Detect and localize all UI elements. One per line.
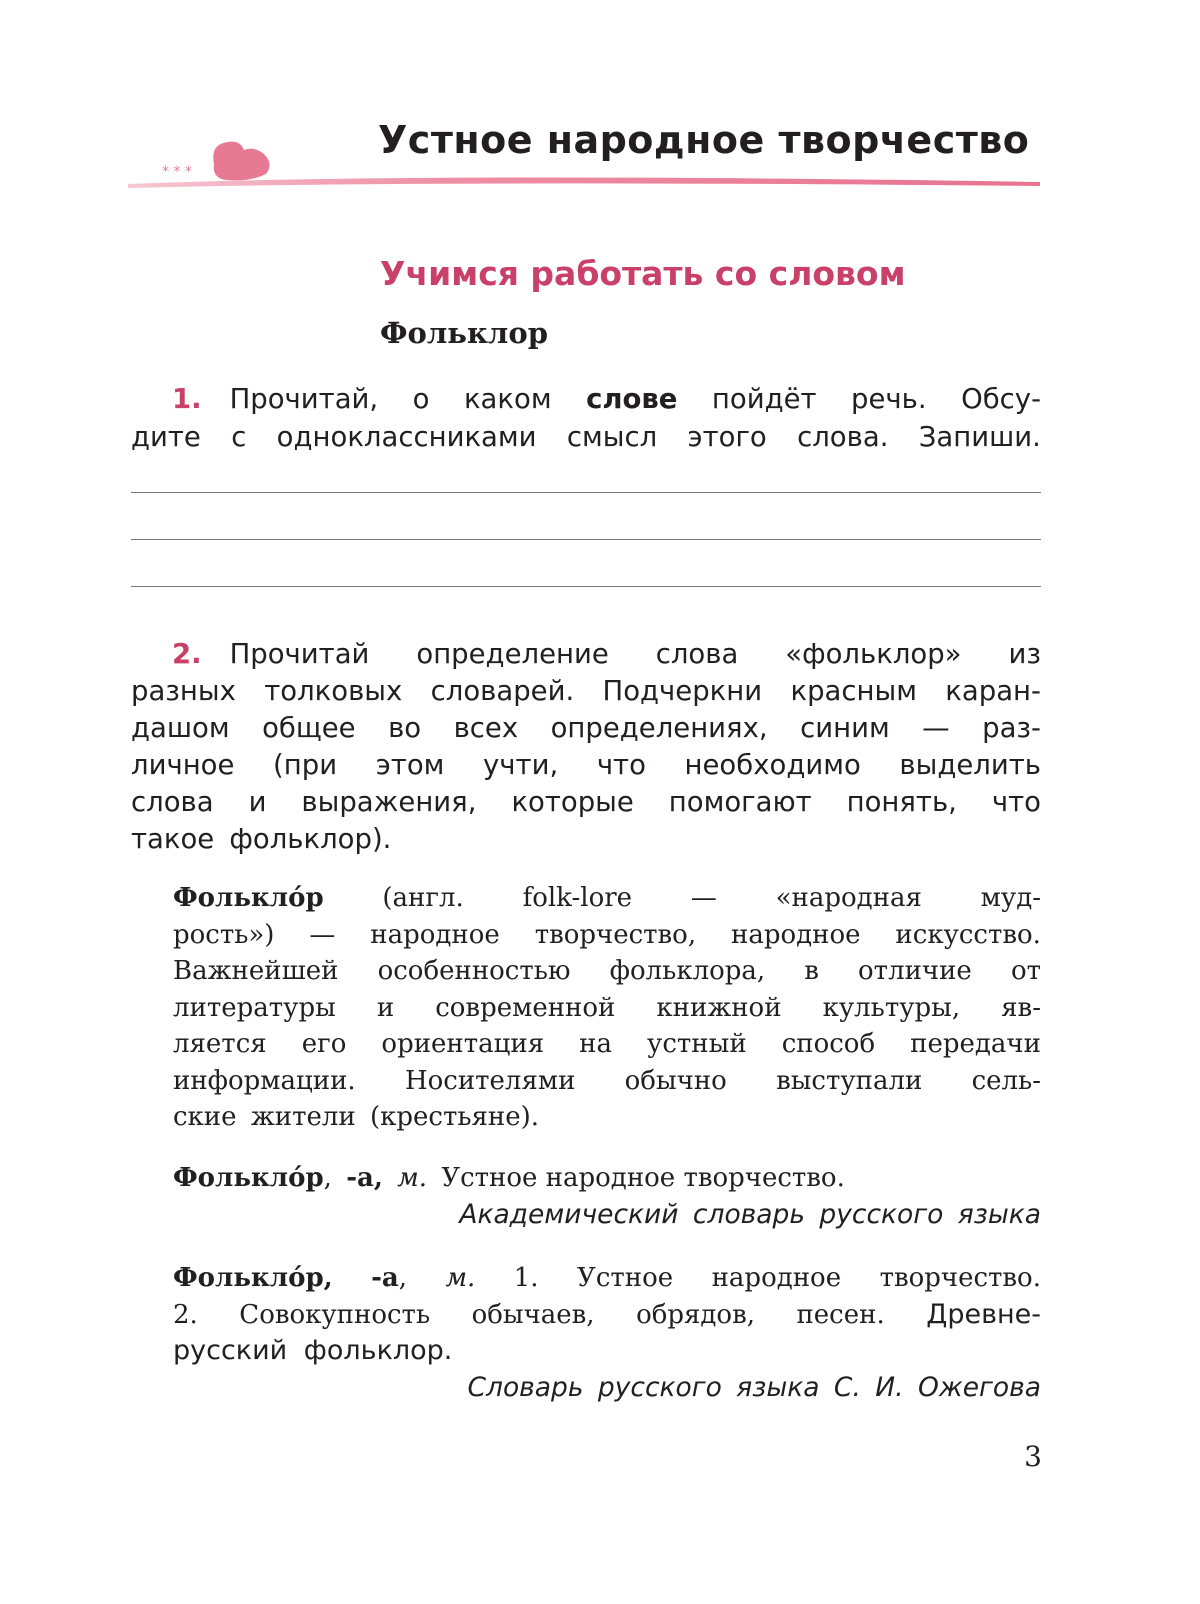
- mitten-icon: [213, 142, 269, 181]
- text-word: folk-lore: [522, 883, 633, 913]
- text-word: м.: [397, 1163, 428, 1193]
- text-word: информации.: [173, 1065, 356, 1096]
- text-word: культуры,: [822, 992, 961, 1023]
- text-word: Обсу-: [961, 383, 1041, 415]
- text-word: рость»): [173, 919, 275, 950]
- text-word: современной: [435, 992, 616, 1023]
- text-word: речь.: [851, 383, 927, 415]
- text-word: «народная: [775, 883, 922, 913]
- text-word: народное: [711, 1263, 842, 1293]
- text-word: синим: [800, 712, 890, 744]
- text-word: творчество.: [879, 1263, 1041, 1293]
- text-word: всех: [453, 712, 519, 744]
- task-number: 2.: [172, 638, 202, 670]
- text-word: ляется: [173, 1029, 267, 1059]
- text-word: помогают: [668, 786, 812, 818]
- chapter-title: Устное народное творчество: [378, 118, 1030, 162]
- text-word: Важнейшей: [173, 956, 339, 986]
- section-title: Учимся работать со словом: [380, 254, 906, 293]
- answer-line[interactable]: [131, 586, 1041, 587]
- text-word: Запиши.: [918, 421, 1041, 453]
- text-word: слова.: [797, 421, 889, 453]
- text-word: обычаев,: [471, 1299, 595, 1330]
- text-word: общее: [262, 712, 356, 744]
- text-word: особенностью: [377, 956, 571, 986]
- text-word: народное: [731, 919, 861, 950]
- text-word: —: [309, 919, 336, 950]
- text-word: 1.: [513, 1263, 539, 1293]
- text-word: книжной: [656, 992, 782, 1023]
- text-word: жители: [250, 1102, 356, 1132]
- definition-term: Фольклóр: [173, 1163, 324, 1193]
- text-word: отличие: [858, 956, 972, 986]
- text-word: этом: [375, 749, 445, 781]
- answer-line[interactable]: [131, 539, 1041, 540]
- text-word: такое: [131, 823, 215, 855]
- text-word: от: [1010, 956, 1041, 986]
- definition-term: Фольклóр,: [173, 1263, 333, 1293]
- text-word: творчество,: [534, 919, 697, 950]
- text-word: выделить: [899, 749, 1041, 781]
- text-word: и: [248, 786, 267, 818]
- text-word: в: [804, 956, 819, 986]
- text-word: народное: [370, 919, 500, 950]
- text-word: выражения,: [301, 786, 477, 818]
- text-word: 2.: [173, 1299, 198, 1330]
- text-word: -а: [371, 1263, 399, 1293]
- text-word: личное: [131, 749, 235, 781]
- text-word: этого: [687, 421, 767, 453]
- dictionary-source: Академический словарь русского языка: [459, 1198, 1041, 1230]
- text-word: дашом: [131, 712, 230, 744]
- text-word: выступали: [776, 1065, 923, 1096]
- text-word: определениях,: [550, 712, 768, 744]
- text-word: (англ.: [382, 883, 464, 913]
- definition-2: Фольклóр, -а, м. Устное народное творчество. Академический словарь русского языка: [173, 1160, 1041, 1233]
- text-word: —: [690, 883, 717, 913]
- text-word: о: [412, 383, 430, 415]
- task-2: [131, 636, 1041, 858]
- text-word: (при: [273, 749, 338, 781]
- text-word: ские: [173, 1102, 237, 1132]
- text-word: муд-: [980, 883, 1041, 913]
- text-word: с: [231, 421, 247, 453]
- svg-text:* * *: * * *: [162, 164, 192, 180]
- definition-1: [173, 880, 1041, 1136]
- text-word: пойдёт: [711, 383, 817, 415]
- text-word: «фольклор»: [785, 638, 962, 670]
- text-word: —: [922, 712, 950, 744]
- text-word: и: [376, 992, 395, 1023]
- text-word: искусство.: [895, 919, 1041, 950]
- text-word: способ: [781, 1029, 876, 1059]
- text-word: фольклора,: [609, 956, 766, 986]
- text-word: красным: [790, 675, 917, 707]
- definition-term: Фольклóр: [173, 883, 324, 913]
- text-word: толковых: [264, 675, 403, 707]
- task-1: 1. Прочитай, о каком слове пойдёт речь. Обсу- дите с одноклассниками смысл этого слова. Запиши.: [131, 380, 1041, 456]
- text-word: Носителями: [404, 1065, 576, 1096]
- definition-3: Фольклóр, -а, м. 1. Устное народное творчество. 2. Совокупность обычаев, обрядов, песен. Древне- русский фольклор. Словарь русского языка С. И. Ожегова: [173, 1260, 1041, 1406]
- text-word: на: [579, 1029, 612, 1059]
- text-word: устный: [647, 1029, 747, 1059]
- text-word: из: [1008, 638, 1041, 670]
- text-word: передачи: [910, 1029, 1041, 1059]
- answer-line[interactable]: [131, 492, 1041, 493]
- text-word: его: [301, 1029, 347, 1059]
- text-word: русский фольклор.: [173, 1335, 453, 1366]
- text-word: которые: [511, 786, 634, 818]
- page-number: 3: [1024, 1440, 1042, 1473]
- text-word: Прочитай: [229, 638, 370, 670]
- text-word: ориентация: [381, 1029, 545, 1059]
- text-word: что: [991, 786, 1041, 818]
- text-word: обрядов,: [636, 1299, 755, 1330]
- text-word: смысл: [566, 421, 658, 453]
- text-word: одноклассниками: [276, 421, 537, 453]
- text-word: (крестьяне).: [370, 1102, 540, 1132]
- text-word: литературы: [173, 992, 336, 1023]
- text-word: слова: [655, 638, 739, 670]
- text-word: м.: [445, 1263, 476, 1293]
- text-word: что: [596, 749, 646, 781]
- text-word: слова: [131, 786, 214, 818]
- text-word: песен.: [796, 1299, 885, 1330]
- text-word: обычно: [624, 1065, 727, 1096]
- text-word: фольклор).: [229, 823, 392, 855]
- text-word: Устное: [577, 1263, 674, 1293]
- text-word: понять,: [846, 786, 957, 818]
- text-word: сель-: [971, 1065, 1041, 1096]
- text-word: каран-: [945, 675, 1041, 707]
- text-word: Древне-: [926, 1298, 1041, 1330]
- text-word: -а,: [346, 1163, 383, 1193]
- text-word: словарей.: [430, 675, 575, 707]
- text-word: яв-: [1001, 992, 1041, 1023]
- text-word: во: [388, 712, 422, 744]
- dictionary-source: Словарь русского языка С. И. Ожегова: [467, 1371, 1041, 1403]
- text-word: слове: [586, 383, 678, 415]
- text-word: определение: [416, 638, 609, 670]
- text-word: разных: [131, 675, 236, 707]
- text-word: каком: [463, 383, 552, 415]
- word-title: Фольклор: [380, 316, 548, 350]
- text-word: учти,: [483, 749, 559, 781]
- text-word: дите: [131, 421, 201, 453]
- task-number: 1.: [172, 383, 202, 415]
- text-word: Совокупность: [239, 1299, 431, 1330]
- text-word: раз-: [982, 712, 1041, 744]
- text-word: Подчеркни: [602, 675, 763, 707]
- text-word: Устное народное творчество.: [441, 1163, 845, 1193]
- text-word: необходимо: [684, 749, 861, 781]
